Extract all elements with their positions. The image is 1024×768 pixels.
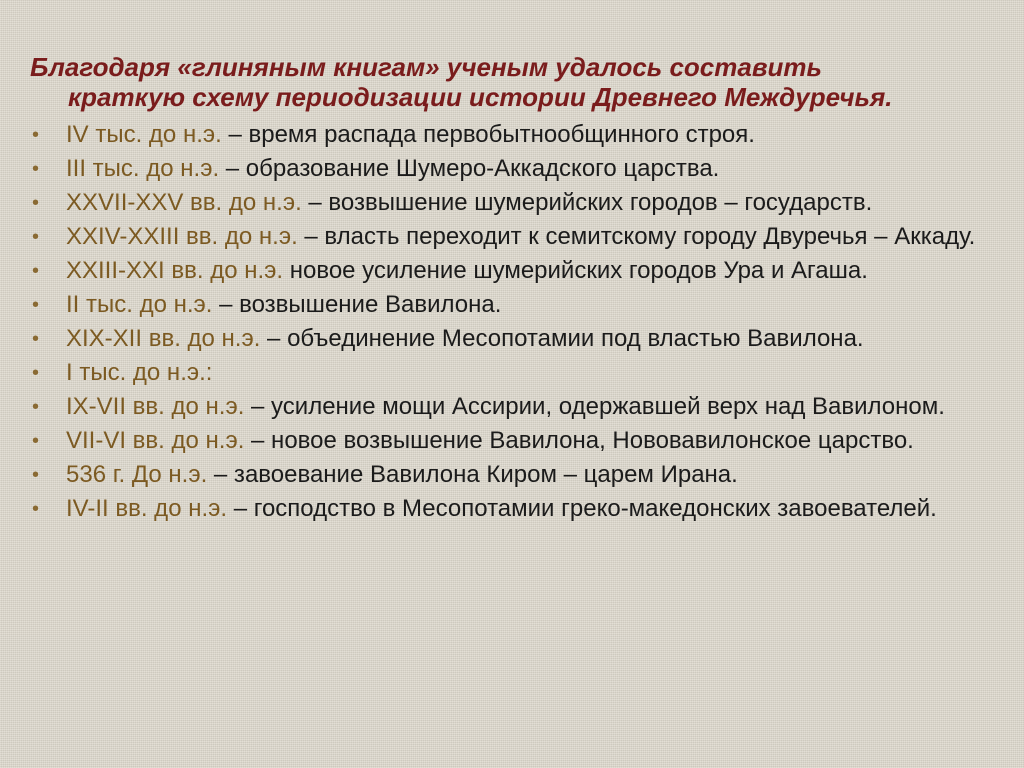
list-item xyxy=(0,358,1024,388)
item-date: XXVII-XXV вв. до н.э. xyxy=(66,189,302,216)
list-item xyxy=(0,120,1024,150)
item-text: – время распада первобытнообщинного строя. xyxy=(221,121,755,148)
slide-heading xyxy=(30,52,990,112)
list-item xyxy=(0,392,1024,422)
list-item xyxy=(0,426,1024,456)
bullet-icon: • xyxy=(32,226,40,248)
bullet-icon: • xyxy=(32,124,40,146)
bullet-icon: • xyxy=(32,396,40,418)
item-date: VII-VI вв. до н.э. xyxy=(66,427,245,454)
item-text: – усиление мощи Ассирии, одержавшей верх над Вавилоном. xyxy=(244,393,945,420)
item-date: III тыс. до н.э. xyxy=(66,155,220,182)
bullet-icon: • xyxy=(32,464,40,486)
list-item xyxy=(0,256,1024,286)
list-item xyxy=(0,460,1024,490)
item-text: – возвышение Вавилона. xyxy=(212,291,502,318)
item-text: – власть переходит к семитскому городу Двуречья – Аккаду. xyxy=(297,223,976,250)
bullet-icon: • xyxy=(32,328,40,350)
item-text: – объединение Месопотамии под властью Вавилона. xyxy=(260,325,864,352)
bullet-icon: • xyxy=(32,192,40,214)
item-date: IX-VII вв. до н.э. xyxy=(66,393,245,420)
bullet-icon: • xyxy=(32,430,40,452)
heading-line-2: краткую схему периодизации истории Древнего Междуречья. xyxy=(68,82,893,112)
item-date: XXIII-XXI вв. до н.э. xyxy=(66,257,284,284)
item-date: II тыс. до н.э. xyxy=(66,291,213,318)
item-date: IV тыс. до н.э. xyxy=(66,121,222,148)
list-item xyxy=(0,222,1024,252)
item-text: – возвышение шумерийских городов – государств. xyxy=(301,189,873,216)
item-date: XXIV-XXIII вв. до н.э. xyxy=(66,223,298,250)
list-item xyxy=(0,154,1024,184)
bullet-icon: • xyxy=(32,158,40,180)
list-item xyxy=(0,290,1024,320)
list-item xyxy=(0,324,1024,354)
item-text: – новое возвышение Вавилона, Нововавилонское царство. xyxy=(244,427,914,454)
bullet-icon: • xyxy=(32,294,40,316)
list-item xyxy=(0,494,1024,524)
item-text: новое усиление шумерийских городов Ура и Агаша. xyxy=(283,257,868,284)
list-item xyxy=(0,188,1024,218)
item-date: XIX-XII вв. до н.э. xyxy=(66,325,261,352)
bullet-icon: • xyxy=(32,260,40,282)
item-date: IV-II вв. до н.э. xyxy=(66,495,228,522)
item-text: – образование Шумеро-Аккадского царства. xyxy=(219,155,720,182)
item-date: I тыс. до н.э.: xyxy=(66,359,213,386)
item-text: – господство в Месопотамии греко-македонских завоевателей. xyxy=(227,495,937,522)
bullet-icon: • xyxy=(32,498,40,520)
item-text: – завоевание Вавилона Киром – царем Ирана. xyxy=(207,461,738,488)
item-date: 536 г. До н.э. xyxy=(66,461,208,488)
heading-line-1: Благодаря «глиняным книгам» ученым удалось составить xyxy=(30,52,822,82)
bullet-icon: • xyxy=(32,362,40,384)
periodization-list xyxy=(0,120,1024,528)
